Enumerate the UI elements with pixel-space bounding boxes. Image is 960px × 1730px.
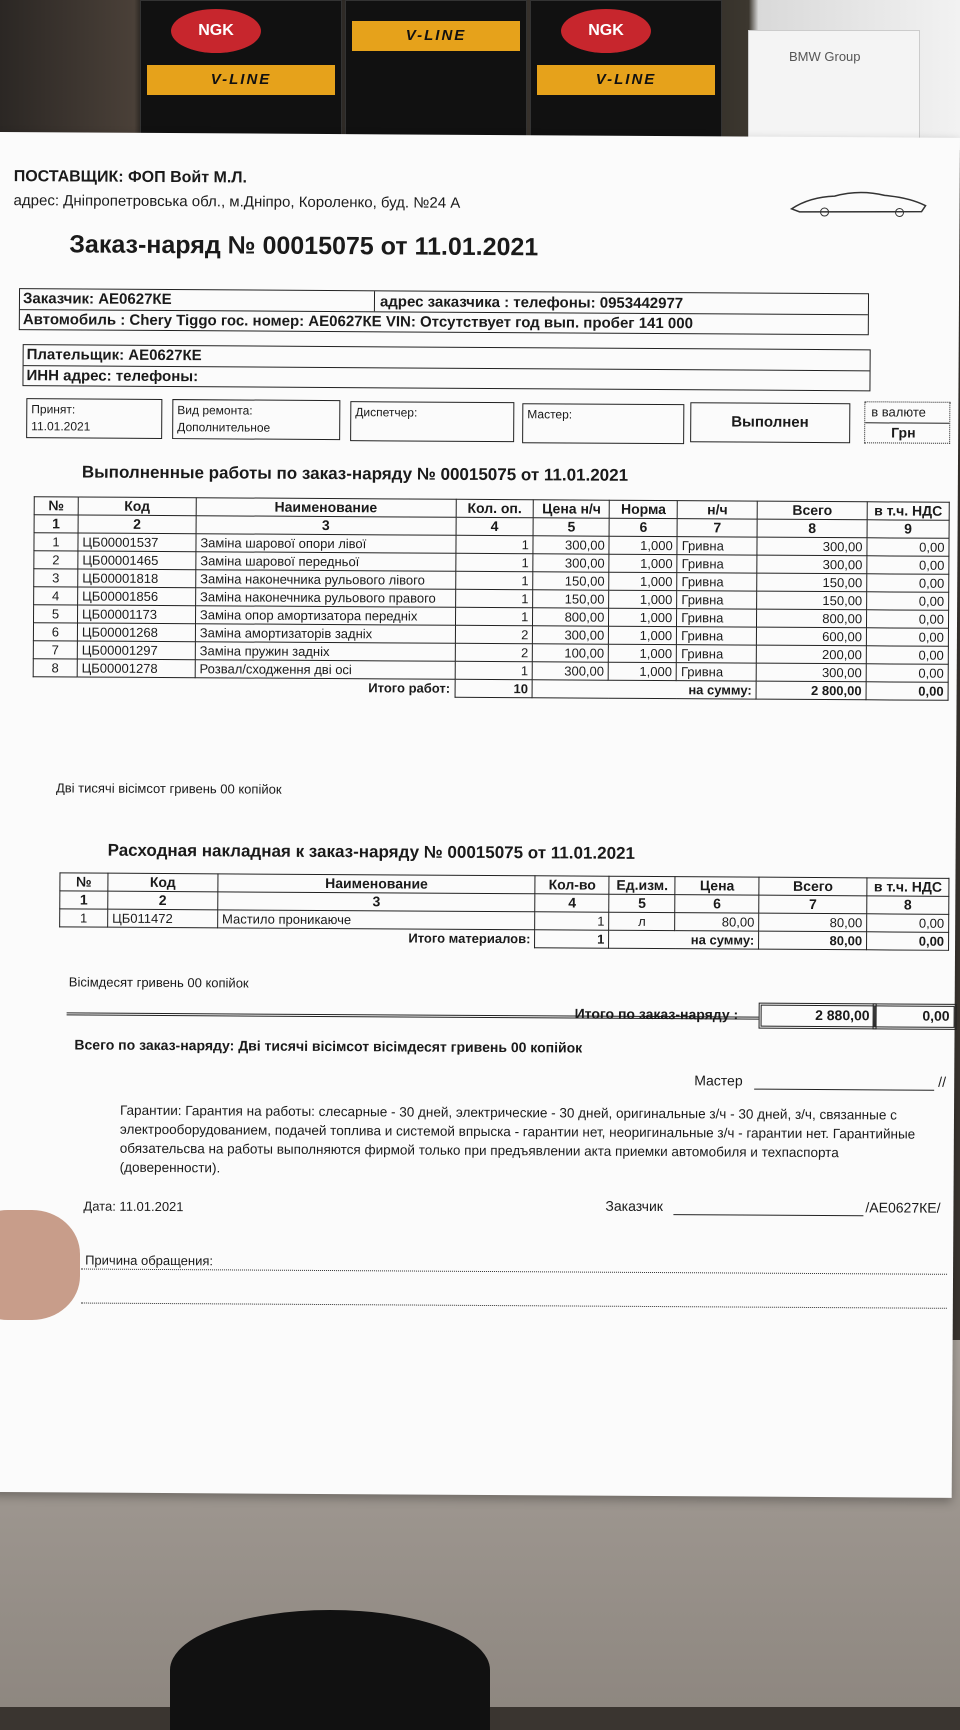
grand-total-label: Итого по заказ-наряду : xyxy=(574,1005,739,1023)
row-qty: 2 xyxy=(455,643,533,661)
col-header: Норма xyxy=(609,500,677,518)
row-name: Заміна шарової передньої xyxy=(196,552,456,572)
order-title: Заказ-наряд № 00015075 от 11.01.2021 xyxy=(69,230,539,262)
col-header: Код xyxy=(108,873,218,892)
row-code: ЦБ00001818 xyxy=(78,569,196,588)
row-qty: 1 xyxy=(455,553,533,571)
row-price: 300,00 xyxy=(533,536,609,554)
payer-block xyxy=(22,344,870,391)
customer-signature-end: /АЕ0627КЕ/ xyxy=(865,1199,941,1216)
thumb xyxy=(0,1210,80,1320)
col-number: 1 xyxy=(60,891,108,909)
row-unit: Гривна xyxy=(677,609,757,627)
materials-sum-label: на сумму: xyxy=(609,930,759,949)
row-price: 100,00 xyxy=(533,644,609,662)
row-number: 3 xyxy=(34,569,78,587)
col-number: 6 xyxy=(609,518,677,536)
row-unit: Гривна xyxy=(677,591,757,609)
row-norm: 1,000 xyxy=(609,590,677,608)
grand-total-words: Всего по заказ-наряду: Дві тисячі вісімсот вісімдесят гривень 00 копійок xyxy=(74,1036,583,1056)
works-title: Выполненные работы по заказ-наряду № 00015075 от 11.01.2021 xyxy=(81,462,629,485)
row-norm: 1,000 xyxy=(609,536,677,554)
col-number: 4 xyxy=(535,894,609,912)
visit-reason-line xyxy=(81,1269,947,1275)
col-number: 3 xyxy=(196,516,456,536)
row-code: ЦБ00001268 xyxy=(77,623,195,642)
row-price: 300,00 xyxy=(533,554,609,572)
row-number: 1 xyxy=(34,533,78,551)
materials-sum-words: Вісімдесят гривень 00 копійок xyxy=(68,974,249,991)
vline-band: V-LINE xyxy=(352,21,520,51)
col-number: 5 xyxy=(609,894,675,912)
row-vat: 0,00 xyxy=(867,556,949,575)
repair-type-value: Дополнительное xyxy=(177,420,271,435)
dispatcher-box xyxy=(350,401,514,442)
row-norm: 1,000 xyxy=(609,644,677,662)
currency-box xyxy=(864,401,950,444)
col-header: Цена xyxy=(675,877,759,896)
row-total: 300,00 xyxy=(757,537,867,556)
row-vat: 0,00 xyxy=(866,646,948,665)
col-header: Код xyxy=(78,497,196,516)
spark-plug-box xyxy=(345,0,527,142)
row-name: Заміна опор амортизатора передніх xyxy=(195,606,455,626)
row-qty: 1 xyxy=(455,661,533,679)
customer-signature-line xyxy=(673,1214,863,1216)
materials-sum-total: 80,00 xyxy=(759,931,867,950)
col-header: н/ч xyxy=(677,501,757,519)
supplier-address: адрес: Дніпропетровська обл., м.Дніпро, Короленко, буд. №24 А xyxy=(13,192,461,212)
ngk-logo: NGK xyxy=(171,9,261,53)
row-unit: Гривна xyxy=(677,627,757,645)
row-vat: 0,00 xyxy=(867,914,949,933)
materials-title: Расходная накладная к заказ-наряду № 00015075 от 11.01.2021 xyxy=(107,840,636,863)
row-code: ЦБ00001465 xyxy=(78,551,196,570)
currency-label: в валюте xyxy=(871,404,926,420)
works-total-qty: 10 xyxy=(455,679,533,697)
col-header: Цена н/ч xyxy=(534,500,610,518)
currency-value: Грн xyxy=(891,424,916,441)
row-qty: 1 xyxy=(535,912,609,930)
materials-total-qty: 1 xyxy=(535,930,609,948)
spark-plug-box xyxy=(530,0,722,142)
col-number: 1 xyxy=(34,515,78,533)
row-name: Заміна пружин задніх xyxy=(195,642,455,662)
row-total: 300,00 xyxy=(757,555,867,574)
visit-reason-line xyxy=(81,1303,947,1309)
row-vat: 0,00 xyxy=(866,664,948,683)
master-signature-end: // xyxy=(938,1073,947,1090)
accepted-box xyxy=(26,398,162,439)
row-name: Мастило проникаюче xyxy=(217,910,535,930)
col-header: в т.ч. НДС xyxy=(867,878,949,897)
row-price: 300,00 xyxy=(533,662,609,680)
row-qty: 1 xyxy=(455,607,533,625)
row-total: 150,00 xyxy=(757,591,867,610)
row-code: ЦБ011472 xyxy=(108,909,218,928)
row-unit: Гривна xyxy=(677,555,757,573)
col-number: 7 xyxy=(759,895,867,914)
row-vat: 0,00 xyxy=(867,574,949,593)
works-sum-words: Дві тисячі вісімсот гривень 00 копійок xyxy=(55,780,282,797)
col-number: 4 xyxy=(456,517,534,535)
row-total: 80,00 xyxy=(759,913,867,932)
grand-vat-value: 0,00 xyxy=(922,1007,950,1024)
row-unit: Гривна xyxy=(677,645,757,663)
grand-total-box xyxy=(759,1003,877,1030)
row-code: ЦБ00001173 xyxy=(77,605,195,624)
row-vat: 0,00 xyxy=(866,628,948,647)
dispatcher-label: Диспетчер: xyxy=(355,405,418,420)
row-total: 300,00 xyxy=(756,663,866,682)
row-number: 6 xyxy=(33,623,77,641)
document-date: Дата: 11.01.2021 xyxy=(83,1198,184,1215)
visit-reason-label: Причина обращения: xyxy=(85,1252,214,1269)
customer-name: Заказчик: АЕ0627КЕ xyxy=(22,290,172,309)
col-number: 6 xyxy=(675,895,759,914)
row-unit: Гривна xyxy=(677,573,757,591)
row-qty: 1 xyxy=(455,589,533,607)
order-document xyxy=(0,132,960,1498)
row-norm: 1,000 xyxy=(609,608,677,626)
works-total-label: Итого работ: xyxy=(368,680,451,697)
row-unit: л xyxy=(609,912,675,930)
col-number: 9 xyxy=(867,520,949,539)
customer-signature-label: Заказчик xyxy=(605,1197,664,1215)
row-qty: 1 xyxy=(455,535,533,553)
status-box xyxy=(690,402,850,443)
row-number: 2 xyxy=(34,551,78,569)
row-price: 80,00 xyxy=(675,913,759,932)
row-price: 800,00 xyxy=(533,608,609,626)
customer-address: адрес заказчика : телефоны: 0953442977 xyxy=(379,293,684,313)
row-price: 300,00 xyxy=(533,626,609,644)
row-number: 5 xyxy=(34,605,78,623)
col-header: Всего xyxy=(757,501,867,520)
works-sum-vat: 0,00 xyxy=(866,682,948,701)
col-header: № xyxy=(34,497,78,515)
master-label: Мастер: xyxy=(527,407,573,422)
spark-plug-box xyxy=(140,0,342,142)
col-header: Наименование xyxy=(218,874,536,894)
row-number: 8 xyxy=(33,659,77,677)
works-sum-label: на сумму: xyxy=(532,680,756,699)
photo-background-top xyxy=(0,0,960,150)
col-header: Кол-во xyxy=(535,876,609,894)
materials-sum-vat: 0,00 xyxy=(867,932,949,951)
row-total: 200,00 xyxy=(756,645,866,664)
shoe xyxy=(170,1610,490,1730)
col-number: 8 xyxy=(867,896,949,915)
status-text: Выполнен xyxy=(731,413,809,431)
row-name: Заміна шарової опори лівої xyxy=(196,534,456,554)
row-number: 1 xyxy=(60,909,108,927)
works-table xyxy=(33,496,950,701)
col-number: 2 xyxy=(108,891,218,910)
vline-band: V-LINE xyxy=(537,65,715,95)
row-name: Заміна наконечника рульового правого xyxy=(195,588,455,608)
repair-type-label: Вид ремонта: xyxy=(177,403,253,418)
row-number: 7 xyxy=(33,641,77,659)
row-total: 600,00 xyxy=(757,627,867,646)
row-name: Розвал/сходження дві осі xyxy=(195,660,455,680)
customer-block xyxy=(19,288,869,335)
row-unit: Гривна xyxy=(677,537,757,555)
master-signature-label: Мастер xyxy=(694,1072,743,1089)
col-number: 8 xyxy=(757,519,867,538)
row-price: 150,00 xyxy=(533,590,609,608)
row-number: 4 xyxy=(34,587,78,605)
col-number: 3 xyxy=(218,892,536,912)
vline-band: V-LINE xyxy=(147,65,335,95)
row-qty: 1 xyxy=(455,571,533,589)
car-logo-icon xyxy=(789,187,929,218)
col-number: 2 xyxy=(78,515,196,534)
col-header: Всего xyxy=(759,877,867,896)
row-norm: 1,000 xyxy=(609,554,677,572)
bmw-box xyxy=(748,30,920,142)
row-unit: Гривна xyxy=(676,663,756,681)
col-number: 7 xyxy=(677,519,757,537)
row-code: ЦБ00001856 xyxy=(78,587,196,606)
grand-total-value: 2 880,00 xyxy=(815,1006,870,1024)
materials-table xyxy=(59,872,949,950)
row-norm: 1,000 xyxy=(608,662,676,680)
materials-total-label: Итого материалов: xyxy=(408,930,531,947)
col-header: в т.ч. НДС xyxy=(867,502,949,521)
master-box xyxy=(522,403,684,444)
col-header: Ед.изм. xyxy=(609,876,675,894)
col-header: Кол. оп. xyxy=(456,499,534,517)
row-vat: 0,00 xyxy=(867,592,949,611)
master-signature-line xyxy=(754,1089,934,1091)
payer-name: Плательщик: АЕ0627КЕ xyxy=(26,346,202,365)
row-vat: 0,00 xyxy=(867,610,949,629)
row-qty: 2 xyxy=(455,625,533,643)
accepted-label: Принят: xyxy=(31,402,76,417)
row-code: ЦБ00001537 xyxy=(78,533,196,552)
warranty-text: Гарантии: Гарантия на работы: слесарные - 30 дней, электрические - 30 дней, оригинальные з/ч - 30 дней, з/ч, связанные с электрооборудованием, подачей топлива и системой впрыска - гарантии нет, неоригинальные з/ч - гарантии нет. Гарантийные обязательсва на работы выполняются фирмой только при предъявлении акта приемки автомобиля и техпаспорта (доверенности). xyxy=(119,1102,916,1176)
works-sum-total: 2 800,00 xyxy=(756,681,866,700)
col-header: Наименование xyxy=(196,498,456,518)
row-name: Заміна наконечника рульового лівого xyxy=(196,570,456,590)
row-total: 150,00 xyxy=(757,573,867,592)
repair-type-box xyxy=(172,399,340,440)
row-vat: 0,00 xyxy=(867,538,949,557)
row-price: 150,00 xyxy=(533,572,609,590)
bmw-label: BMW Group xyxy=(789,49,861,64)
payer-inn: ИНН адрес: телефоны: xyxy=(26,367,199,386)
row-norm: 1,000 xyxy=(609,572,677,590)
row-name: Заміна амортизаторів задніх xyxy=(195,624,455,644)
accepted-value: 11.01.2021 xyxy=(31,419,91,434)
row-code: ЦБ00001278 xyxy=(77,659,195,678)
grand-vat-box xyxy=(873,1003,957,1030)
row-total: 800,00 xyxy=(757,609,867,628)
ngk-logo: NGK xyxy=(561,9,651,53)
car-info: Автомобиль : Chery Tiggo гос. номер: АЕ0627КЕ VIN: Отсутствует год вып. пробег 141 000 xyxy=(22,311,694,333)
row-norm: 1,000 xyxy=(609,626,677,644)
row-code: ЦБ00001297 xyxy=(77,641,195,660)
col-number: 5 xyxy=(533,518,609,536)
col-header: № xyxy=(60,873,108,891)
supplier-line: ПОСТАВЩИК: ФОП Войт М.Л. xyxy=(13,168,248,187)
